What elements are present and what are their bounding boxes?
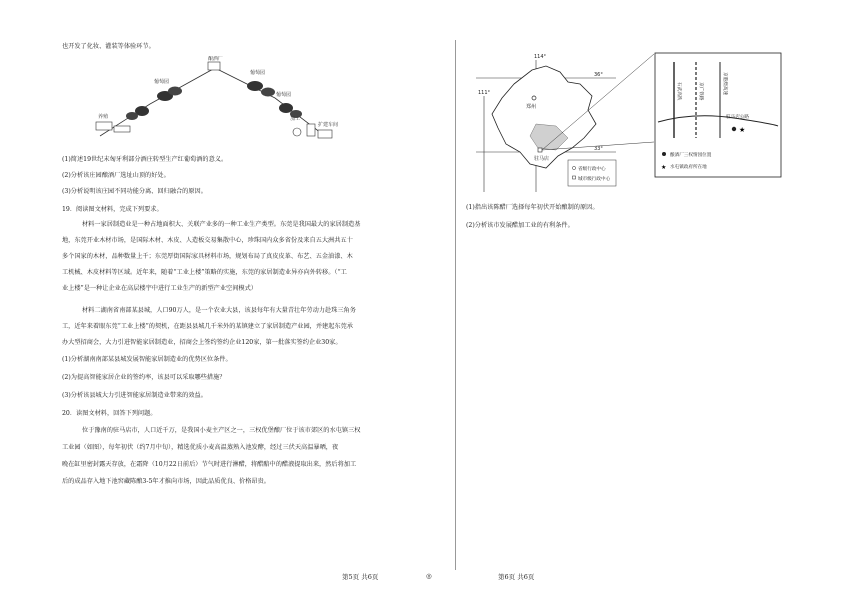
question-19-title: 19．阅读图文材料，完成下列要求。 — [62, 206, 163, 213]
inset-detail-map — [654, 52, 784, 180]
inset-legend-2: 水屯镇政府所在地 — [670, 165, 707, 170]
legend-city-icon — [572, 166, 575, 169]
map-legend — [568, 160, 616, 186]
lat-36-label: 36° — [594, 72, 603, 78]
material2-line-3: 办大型招商会，大力引进智能家居制造业，招商会上签约签约企业120家，第一批落实签约企业30家。 — [62, 339, 342, 346]
legend-town: 城市级行政中心 — [578, 177, 611, 182]
vineyard-label-right: 葡萄园 — [250, 70, 266, 76]
material3-line-2: 工业园（如图），每年初伏（约7月中旬），精选优质小麦高温蒸熟入池发酵，经过三伏天高温暴晒，夜 — [62, 444, 339, 451]
question-3: (3)分析说明该庄园不同功能分离、回归融合的原因。 — [62, 188, 207, 195]
winery-label: 酿酒厂 — [208, 56, 224, 62]
vineyard-left-2 — [126, 106, 149, 120]
legend-city: 省级行政中心 — [578, 167, 606, 172]
inset-legend-1: 酿酒厂三权情园位置 — [670, 153, 712, 158]
right-page — [458, 0, 860, 608]
right-page-number: 第6页 共6页 — [498, 573, 535, 581]
material1-line-3: 多个国家的木材，品种数量上千；东莞厚街国际家具材料市场，规划布局了真皮皮革、布艺、五金油漆、木 — [62, 253, 353, 260]
question-19-3: (3)分析该县城大力引进智能家居制造业带来的效益。 — [62, 392, 207, 399]
question-20-title: 20．读图文材料，回答下列问题。 — [62, 410, 157, 417]
material3-line-3: 晚在缸里密封露天存放，在霜降（10月22日前后）节气时进行淋醋，将醋醅中的醋液提取出来，然后将加工 — [62, 461, 357, 468]
vineyard-right-1 — [247, 81, 275, 97]
material1-line-2: 地，东莞开业木材市场，是国际木材、木皮、人造板交易集散中心，珍珠国内众多省份及来自五大洲共五十 — [62, 237, 353, 244]
inset-road-2: 京广铁路 — [698, 82, 703, 101]
vineyard-label-right-2: 葡萄园 — [276, 92, 292, 98]
zhengzhou-marker — [532, 96, 536, 100]
vineyard-label-left: 葡萄园 — [154, 79, 170, 85]
question-1: (1)简述19世纪末匈牙利部分酒庄转型生产红葡萄酒的意义。 — [62, 156, 228, 163]
question-2: (2)分析该庄园酿酒厂选址山顶的好处。 — [62, 172, 170, 179]
material2-line-1: 材料二湖南省南部某县城，人口90万人，是一个农业大县，该县每年有大量青壮年劳动力赴珠三角务 — [82, 307, 356, 314]
center-mark: ◎ — [426, 572, 432, 580]
left-page-number: 第5页 共6页 — [342, 573, 379, 581]
zhumadian-marker — [538, 148, 542, 152]
material3-line-1: 位于豫南的驻马店市，人口近千万，是我国小麦主产区之一，三权优堡酿厂位于该市郊区的水屯镇三权 — [82, 427, 361, 434]
question-19-1: (1)分析湖南南部某县城发展智能家居制造业的优势区位条件。 — [62, 356, 232, 363]
material3-line-4: 后的成品存入地下池窖藏陈酿3-5年才推向市场，因此品质优良、价格昂贵。 — [62, 478, 270, 485]
material1-line-5: 业上楼”是一种让企业在高层楼宇中进行工业生产的新型产业空间模式） — [62, 285, 257, 292]
inset-legend-star: ★ — [661, 164, 667, 171]
right-question-1: (1)指出该陈醋厂选择每年初伏开始酿制的原因。 — [466, 204, 599, 211]
page-divider — [455, 40, 456, 570]
right-question-2: (2)分析该市发展醋加工业的有利条件。 — [466, 222, 574, 229]
inset-road-1: 京港澳高速 — [722, 72, 727, 95]
intro-line: 也开发了化妆、灌装等体验环节。 — [62, 43, 155, 50]
material2-line-2: 工，近年来着眼东莞“工业上楼”的契机，在距县县城几千米外的某镇建立了家居制造产业园，并建起东莞承 — [62, 323, 353, 330]
material1-line-4: 工机械、木皮材料等区域。近年来，随着“工业上楼”策略的实施，东莞的家居制造业异亦向外转移。（“工 — [62, 269, 347, 276]
inset-road-3: 石武高铁 — [676, 82, 681, 101]
question-19-2: (2)为提高智能家居企业的签约率，该县可以采取哪些措施？ — [62, 374, 226, 381]
zhumadian-label: 驻马店 — [534, 156, 550, 162]
zhengzhou-label: 郑州 — [526, 104, 537, 110]
factory-location-dot — [732, 127, 736, 131]
town-star-icon: ★ — [739, 126, 746, 134]
material1-line-1: 材料一家居制造业是一种占地面积大、关联产业多的一种工业生产类型。东莞是我国最大的家居制造基 — [82, 221, 361, 228]
vineyard-left-1 — [157, 87, 182, 102]
lon-111-label: 111° — [478, 90, 491, 96]
inset-legend-dot — [662, 152, 666, 156]
sheep-label: 养殖 — [98, 114, 109, 120]
factory-label: 扩建车间 — [318, 122, 339, 128]
legend-town-icon — [573, 176, 576, 179]
inset-road-4: 驻马店公路 — [726, 115, 749, 120]
lat-33-label: 33° — [594, 146, 603, 152]
processing-label: 加工 — [290, 116, 301, 122]
vineyard-hill-figure — [90, 56, 350, 148]
lon-114-label: 114° — [534, 54, 547, 60]
